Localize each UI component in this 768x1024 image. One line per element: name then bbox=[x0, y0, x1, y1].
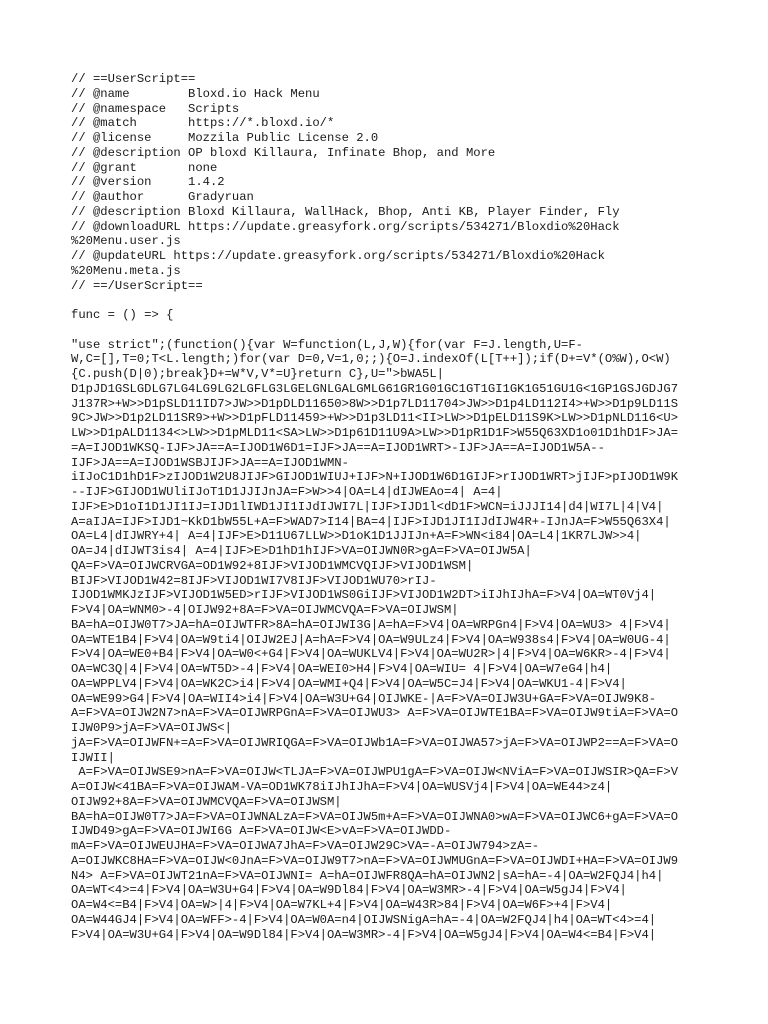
code-line: F>V4|OA=WNM0>-4|OIJW92+8A=F>VA=OIJWMCVQA=F>VA=OIJWSM| bbox=[71, 603, 459, 617]
code-line: IJWII| bbox=[71, 750, 115, 765]
userscript-header-line: // ==UserScript== bbox=[71, 72, 196, 86]
userscript-header-line: // @name Bloxd.io Hack Menu bbox=[71, 86, 320, 101]
userscript-header-line: // @description Bloxd Killaura, WallHack, Bhop, Anti KB, Player Finder, Fly bbox=[71, 204, 620, 219]
code-line: OA=W44GJ4|F>V4|OA=WFF>-4|F>V4|OA=W0A=n4|OIJWSNigA=hA=-4|OA=W2FQJ4|h4|OA=WT<4>=4| bbox=[71, 912, 657, 927]
code-line: OIJW92+8A=F>VA=OIJWMCVQA=F>VA=OIJWSM| bbox=[71, 794, 342, 809]
code-line: OA=W4<=B4|F>V4|OA=W>|4|F>V4|OA=W7KL+4|F>V4|OA=W43R>84|F>V4|OA=W6F>+4|F>V4| bbox=[71, 898, 613, 912]
code-line: LW>>D1pALD1134<>LW>>D1pMLD11<SA>LW>>D1p61D11U9A>LW>>D1pR1D1F>W55Q63XD1o01D1hD1F>JA= bbox=[71, 426, 679, 440]
code-line: IJWD49>gA=F>VA=OIJWI6G A=F>VA=OIJW<E>vA=F>VA=OIJWDD- bbox=[71, 824, 452, 839]
code-line bbox=[71, 293, 761, 308]
code-line: F>V4|OA=WE0+B4|F>V4|OA=W0<+G4|F>V4|OA=WUKLV4|F>V4|OA=WU2R>|4|F>V4|OA=W6KR>-4|F>V4| bbox=[71, 647, 671, 662]
userscript-source-code bbox=[71, 72, 761, 942]
userscript-header-line: // @author Gradyruan bbox=[71, 190, 254, 204]
code-line: OA=WC3Q|4|F>V4|OA=WT5D>-4|F>V4|OA=WEI0>H4|F>V4|OA=WIU= 4|F>V4|OA=W7eG4|h4| bbox=[71, 662, 613, 676]
code-line: J137R>+W>>D1pSLD11ID7>JW>>D1pDLD11650>8W>>D1p7LD11704>JW>>D1p4LD112I4>+W>>D1p9LD11S bbox=[71, 396, 679, 411]
code-line: "use strict";(function(){var W=function(L,J,W){for(var F=J.length,U=F- bbox=[71, 337, 583, 352]
code-line: mA=F>VA=OIJWEUJHA=F>VA=OIJWA7JhA=F>VA=OIJW29C>VA=-A=OIJW794>zA=- bbox=[71, 839, 540, 853]
code-line bbox=[71, 323, 761, 338]
userscript-header-line: %20Menu.user.js bbox=[71, 234, 181, 249]
code-line: OA=WT<4>=4|F>V4|OA=W3U+G4|F>V4|OA=W9Dl84|F>V4|OA=W3MR>-4|F>V4|OA=W5gJ4|F>V4| bbox=[71, 883, 627, 898]
userscript-header-line: %20Menu.meta.js bbox=[71, 263, 181, 278]
code-line: IJOD1WMKJzIJF>VIJOD1W5ED>rIJF>VIJOD1WS0GiIJF>VIJOD1W2DT>iIJhIJhA=F>V4|OA=WT0Vj4| bbox=[71, 588, 657, 603]
code-line: OA=J4|dIJWT3is4| A=4|IJF>E>D1hD1hIJF>VA=OIJWN0R>gA=F>VA=OIJW5A| bbox=[71, 544, 532, 558]
code-line: IJF>E>D1oI1D1JI1IJ=IJD1lIWD1JI1IJdIJWI7L|IJF>IJD1l<dD1F>WCN=iJJJI14|d4|WI7L|4|V4| bbox=[71, 499, 664, 514]
code-line: IJF>JA==A=IJOD1WSBJIJF>JA==A=IJOD1WMN- bbox=[71, 455, 349, 470]
code-line: A=OIJW<41BA=F>VA=OIJWAM-VA=OD1WK78iIJhIJhA=F>V4|OA=WUSVj4|F>V4|OA=WE44>z4| bbox=[71, 780, 613, 794]
code-line: W,C=[],T=0;T<L.length;)for(var D=0,V=1,0;;){O=J.indexOf(L[T++]);if(D+=V*(O%W),O<W) bbox=[71, 352, 671, 367]
code-line: A=F>VA=OIJWSE9>nA=F>VA=OIJW<TLJA=F>VA=OIJWPU1gA=F>VA=OIJW<NViA=F>VA=OIJWSIR>QA=F>V bbox=[71, 765, 679, 780]
code-line: N4> A=F>VA=OIJWT21nA=F>VA=OIJWNI= A=hA=OIJWFR8QA=hA=OIJWN2|sA=hA=-4|OA=W2FQJ4|h4| bbox=[71, 868, 664, 883]
userscript-header-line: // @description OP bloxd Killaura, Infinate Bhop, and More bbox=[71, 145, 496, 160]
userscript-header-line: // @downloadURL https://update.greasyfork.org/scripts/534271/Bloxdio%20Hack bbox=[71, 219, 620, 234]
code-line: iIJoC1D1hD1F>zIJOD1W2U8JIJF>GIJOD1WIUJ+IJF>N+IJOD1W6D1GIJF>rIJOD1WRT>jIJF>pIJOD1W9K bbox=[71, 470, 679, 485]
code-line: --IJF>GIJOD1WUliIJoT1D1JJIJnJA=F>W>>4|OA=L4|dIJWEAo=4| A=4| bbox=[71, 485, 503, 499]
userscript-header-line: // @grant none bbox=[71, 160, 218, 175]
code-line: BA=hA=OIJW0T7>JA=hA=OIJWTFR>8A=hA=OIJWI3G|A=hA=F>V4|OA=WRPGn4|F>V4|OA=WU3> 4|F>V4| bbox=[71, 617, 671, 632]
code-line: 9C>JW>>D1p2LD11SR9>+W>>D1pFLD11459>+W>>D1p3LD11<II>LW>>D1pELD11S9K>LW>>D1pNLD116<U> bbox=[71, 411, 679, 426]
userscript-header-line: // @match https://*.bloxd.io/* bbox=[71, 116, 335, 131]
userscript-header-line: // @version 1.4.2 bbox=[71, 175, 225, 190]
code-line: IJW0P9>jA=F>VA=OIJWS<| bbox=[71, 721, 232, 735]
code-line: OA=WTE1B4|F>V4|OA=W9ti4|OIJW2EJ|A=hA=F>V4|OA=W9ULz4|F>V4|OA=W938s4|F>V4|OA=W0UG-4| bbox=[71, 632, 671, 647]
code-line: jA=F>VA=OIJWFN+=A=F>VA=OIJWRIQGA=F>VA=OIJWb1A=F>VA=OIJWA57>jA=F>VA=OIJWP2==A=F>VA=O bbox=[71, 735, 679, 750]
code-line: {C.push(D|0);break}D+=W*V,V*=U}return C},U=">bWA5L| bbox=[71, 367, 444, 381]
userscript-header-line: // ==/UserScript== bbox=[71, 278, 203, 293]
code-line: OA=WE99>G4|F>V4|OA=WII4>i4|F>V4|OA=W3U+G4|OIJWKE-|A=F>VA=OIJW3U+GA=F>VA=OIJW9K8- bbox=[71, 691, 657, 706]
code-line: OA=L4|dIJWRY+4| A=4|IJF>E>D11U67LLW>>D1oK1D1JJIJn+A=F>WN<i84|OA=L4|1KR7LJW>>4| bbox=[71, 529, 642, 544]
code-line: D1pJD1GSLGDLG7LG4LG9LG2LGFLG3LGELGNLGALGMLG61GR1G01GC1GT1GI1GK1G51GU1G<1GP1GSJGDJG7 bbox=[71, 381, 679, 396]
userscript-header-line: // @updateURL https://update.greasyfork.org/scripts/534271/Bloxdio%20Hack bbox=[71, 249, 605, 263]
code-line: func = () => { bbox=[71, 308, 174, 322]
code-line: QA=F>VA=OIJWCRVGA=OD1W92+8IJF>VIJOD1WMCVQIJF>VIJOD1WSM| bbox=[71, 558, 474, 573]
code-line: BIJF>VIJOD1W42=8IJF>VIJOD1WI7V8IJF>VIJOD1WU70>rIJ- bbox=[71, 573, 437, 588]
userscript-header-line: // @namespace Scripts bbox=[71, 101, 240, 116]
code-line: OA=WPPLV4|F>V4|OA=WK2C>i4|F>V4|OA=WMI+Q4|F>V4|OA=W5C=J4|F>V4|OA=WKU1-4|F>V4| bbox=[71, 676, 627, 691]
code-line: BA=hA=OIJW0T7>JA=F>VA=OIJWNALzA=F>VA=OIJW5m+A=F>VA=OIJWNA0>wA=F>VA=OIJWC6+gA=F>VA=O bbox=[71, 809, 679, 824]
code-line: A=aIJA=IJF>IJD1~KkD1bW55L+A=F>WAD7>I14|BA=4|IJF>IJD1JI1IJdIJW4R+-IJnJA=F>W55Q63X4| bbox=[71, 514, 671, 529]
code-line: A=F>VA=OIJW2N7>nA=F>VA=OIJWRPGnA=F>VA=OIJWU3> A=F>VA=OIJWTE1BA=F>VA=OIJW9tiA=F>VA=O bbox=[71, 706, 679, 721]
code-line: A=OIJWKC8HA=F>VA=OIJW<0JnA=F>VA=OIJW9T7>nA=F>VA=OIJWMUGnA=F>VA=OIJWDI+HA=F>VA=OIJW9 bbox=[71, 853, 679, 868]
code-line: =A=IJOD1WKSQ-IJF>JA==A=IJOD1W6D1=IJF>JA==A=IJOD1WRT>-IJF>JA==A=IJOD1W5A-- bbox=[71, 440, 605, 455]
userscript-header-line: // @license Mozzila Public License 2.0 bbox=[71, 131, 379, 145]
code-line: F>V4|OA=W3U+G4|F>V4|OA=W9Dl84|F>V4|OA=W3MR>-4|F>V4|OA=W5gJ4|F>V4|OA=W4<=B4|F>V4| bbox=[71, 927, 657, 942]
